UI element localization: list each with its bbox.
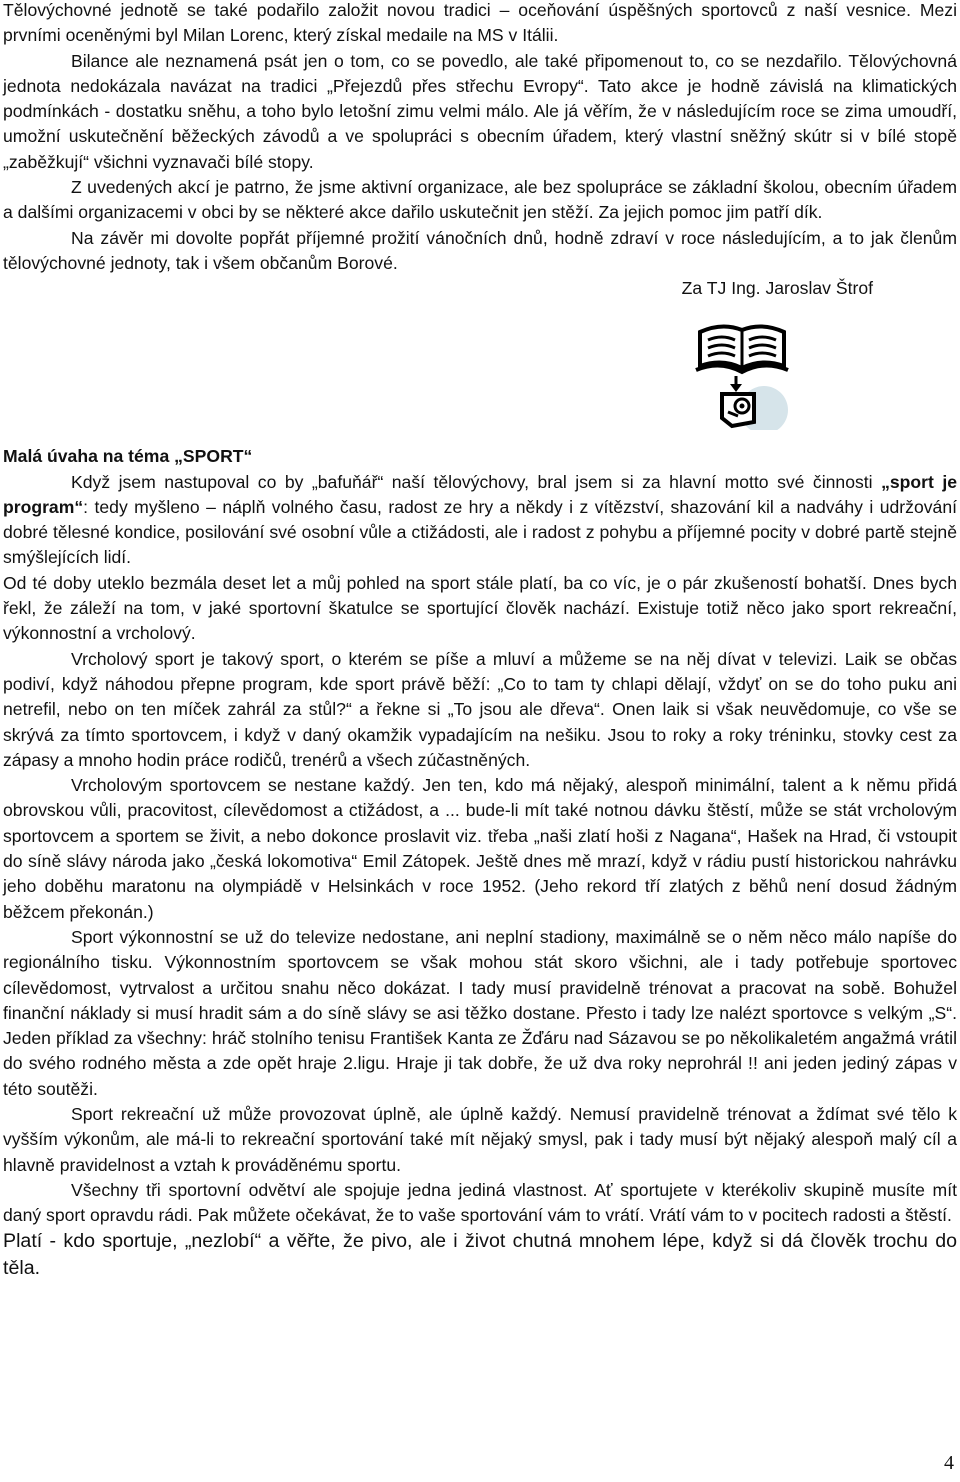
- paragraph: Sport výkonnostní se už do televize nedostane, ani neplní stadiony, maximálně se o něm něco málo napíše do regionálního tisku. Výkonnostním sportovcem se však mohou stát skoro všichni, ale i tady potřebuje sportovec cílevědomost, vytrvalost a určitou snahu něco dokázat. I tady musí pravidelně trénovat a pracovat na sobě. Bohužel finanční náklady si musí hradit sám a do síně slávy se asi těžko dostane. Přesto i tady lze nalézt sportovce s velkým „S“. Jeden příklad za všechny: hráč stolního tenisu František Kanta ze Žďáru nad Sázavou se po několikaletém angažmá vrátil do svého rodného města a zde opět hraje 2.ligu. Hraje ji tak dobře, že už dva roky neprohrál !! ani jeden jediný zápas v této soutěži.: [3, 926, 957, 1099]
- paragraph: Bilance ale neznamená psát jen o tom, co se povedlo, ale také připomenout to, co se nezdařilo. Tělovýchovná jednota nedokázala navázat na tradici „Přejezdů přes střechu Evropy“. Tato akce je hodně závislá na klimatických podmínkách - dostatku sněhu, a toho bylo letošní zimu velmi málo. Ale já věřím, že v následujícím roce se zima umoudří, umožní uskutečnění běžeckých závodů a ve spolupráci s obecním úřadem, který vlastní sněžný skútr si v bílé stopě „zaběžkují“ všichni vyznavači bílé stopy.: [3, 50, 957, 172]
- book-and-reader-clipart: [3, 318, 957, 430]
- paragraph: Vrcholový sport je takový sport, o kterém se píše a mluví a můžeme se na něj dívat v televizi. Laik se občas podiví, když náhodou přepne program, kde sport právě běží: „Co to tam ty chlapi dělají, vždyť on se do toho puku ani netrefil, nebo on ten míček zahrál za stůl?“ a řekne si „To jsou ale dřeva“. Onen laik si však neuvědomuje, co vše se skrývá za tímto sportovcem, i když v daný okamžik vypadajícím na nešiku. Jsou to roky a roky tréninku, stovky cest za zápasy a mnoho hodin práce rodičů, trenérů a všech zúčastněných.: [3, 648, 957, 770]
- paragraph: Vrcholovým sportovcem se nestane každý. Jen ten, kdo má nějaký, alespoň minimální, talent a k němu přidá obrovskou vůli, pracovitost, cílevědomost a ctižádost, a ... bude-li mít také notnou dávku štěstí, může se stát vrcholovým sportovcem a sportem se živit, a nebo dokonce proslavit viz. třeba „naši zlatí hoši z Nagana“, Hašek na Hrad, či vstoupit do síně slávy národa jako „česká lokomotiva“ Emil Zátopek. Ještě dnes mě mrazí, když v rádiu pustí historickou nahrávku jeho doběhu maratonu na olympiádě v Helsinkách v roce 1952. (Jeho rekord tří zlatých z běhů není dosud žádným běžcem překonán.): [3, 775, 957, 922]
- paragraph: Když jsem nastupoval co by „bafuňář“ naší tělovýchovy, bral jsem si za hlavní motto své činnosti „sport je program“: tedy myšleno – náplň volného času, radost ze hry a někdy i z vítězství, shazování kil a nadváhy i udržování dobré tělesné kondice, posilování své osobní vůle a ctižádosti, ale i radost z pohybu a příjemné pocity v dobré partě stejně smýšlejících lidí.: [3, 471, 957, 568]
- paragraph: Sport rekreační už může provozovat úplně, ale úplně každý. Nemusí pravidelně trénovat a ždímat své tělo k vyšším výkonům, ale má-li to rekreační sportování také mít nějaký smysl, pak i tady musí být nějaký alespoň malý cíl a hlavně pravidelnost a vztah k prováděnému sportu.: [3, 1103, 957, 1175]
- closing-paragraph: Platí - kdo sportuje, „nezlobí“ a věřte, že pivo, ale i život chutná mnohem lépe, když si dá člověk trochu do těla.: [3, 1230, 957, 1279]
- paragraph: Všechny tři sportovní odvětví ale spojuje jedna jediná vlastnost. Ať sportujete v kterékoliv skupině musíte mít daný sport opravdu rádi. Pak můžete očekávat, že to vaše sportování vám to vrátí. Vrátí vám to v pocitech radosti a štěstí.: [3, 1179, 957, 1226]
- paragraph: Na závěr mi dovolte popřát příjemné prožití vánočních dnů, hodně zdraví v roce následujícím, a to jak členům tělovýchovné jednoty, tak i všem občanům Borové.: [3, 227, 957, 273]
- section-heading: Malá úvaha na téma „SPORT“: [3, 445, 253, 466]
- document-page: [3, 0, 957, 1281]
- signature: Za TJ Ing. Jaroslav Štrof: [681, 278, 873, 299]
- book-icon: [692, 318, 792, 430]
- page-number: 4: [944, 1452, 954, 1474]
- paragraph: Tělovýchovné jednotě se také podařilo založit novou tradici – oceňování úspěšných sportovců z naší vesnice. Mezi prvními oceněnými byl Milan Lorenc, který získal medaile na MS v Itálii.: [3, 0, 957, 46]
- paragraph: Od té doby uteklo bezmála deset let a můj pohled na sport stále platí, ba co víc, je o pár zkušeností bohatší. Dnes bych řekl, že záleží na tom, v jaké sportovní škatulce se sportující člověk nachází. Existuje totiž něco jako sport rekreační, výkonnostní a vrcholový.: [3, 572, 957, 644]
- motto-emphasis: „sport je program“: [3, 471, 957, 517]
- paragraph: Z uvedených akcí je patrno, že jsme aktivní organizace, ale bez spolupráce se základní školou, obecním úřadem a dalšími organizacemi v obci by se některé akce dařilo uskutečnit jen stěží. Za jejich pomoc jim patří dík.: [3, 177, 957, 223]
